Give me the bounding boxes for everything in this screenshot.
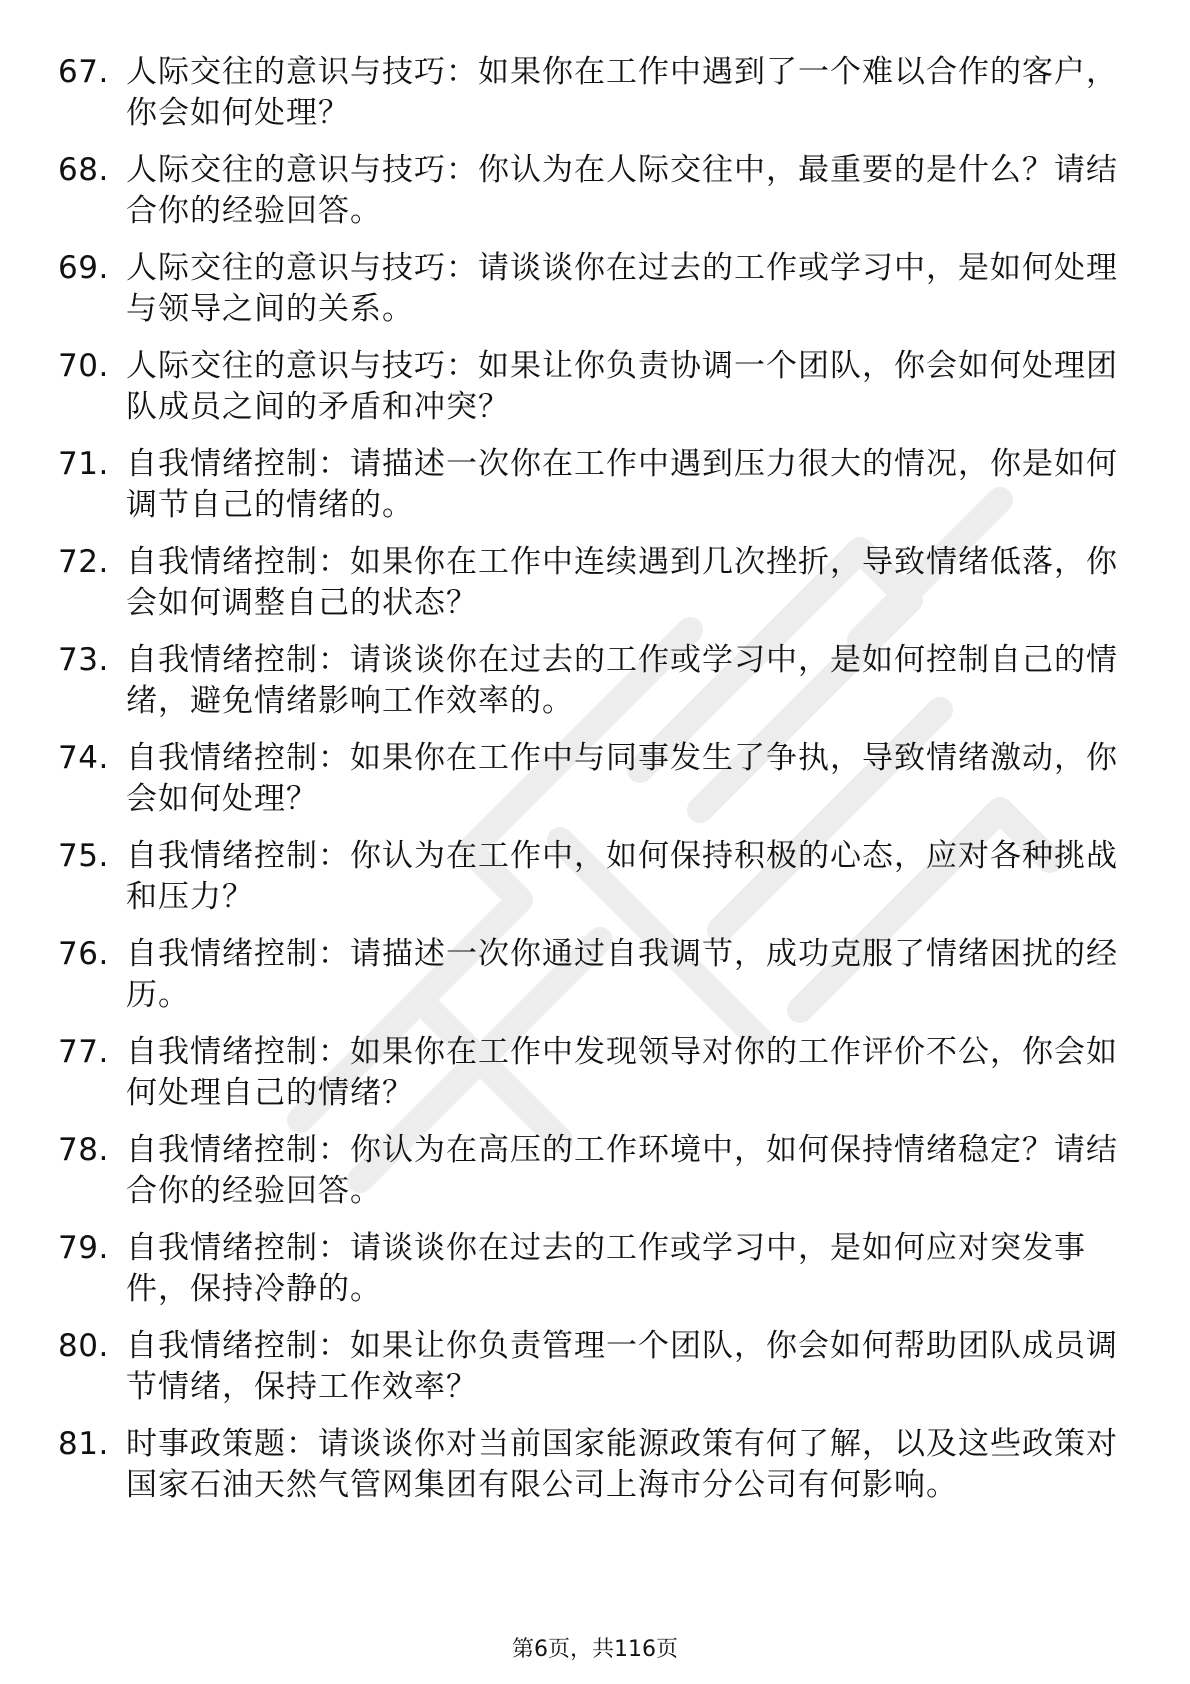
question-item <box>58 1326 1118 1408</box>
question-text: 自我情绪控制：如果让你负责管理一个团队，你会如何帮助团队成员调节情绪，保持工作效率？ <box>126 1328 1118 1405</box>
question-number: 77. <box>58 1034 109 1070</box>
question-text: 自我情绪控制：如果你在工作中发现领导对你的工作评价不公，你会如何处理自己的情绪？ <box>126 1034 1118 1111</box>
question-number: 74. <box>58 740 109 776</box>
question-number: 75. <box>58 838 109 874</box>
question-text: 时事政策题：请谈谈你对当前国家能源政策有何了解，以及这些政策对国家石油天然气管网集团有限公司上海市分公司有何影响。 <box>126 1426 1118 1503</box>
question-list <box>58 52 1118 1522</box>
question-item <box>58 836 1118 918</box>
question-item <box>58 444 1118 526</box>
question-number: 71. <box>58 446 109 482</box>
question-text: 人际交往的意识与技巧：你认为在人际交往中，最重要的是什么？请结合你的经验回答。 <box>126 152 1118 229</box>
question-text: 人际交往的意识与技巧：如果让你负责协调一个团队，你会如何处理团队成员之间的矛盾和冲突？ <box>126 348 1118 425</box>
question-item <box>58 346 1118 428</box>
question-item <box>58 1032 1118 1114</box>
question-text: 自我情绪控制：请描述一次你通过自我调节，成功克服了情绪困扰的经历。 <box>126 936 1118 1013</box>
question-item <box>58 1130 1118 1212</box>
question-text: 自我情绪控制：如果你在工作中连续遇到几次挫折，导致情绪低落，你会如何调整自己的状态？ <box>126 544 1118 621</box>
page-number-footer: 第6页，共116页 <box>512 1637 678 1662</box>
question-number: 68. <box>58 152 109 188</box>
question-number: 69. <box>58 250 109 286</box>
question-text: 自我情绪控制：请描述一次你在工作中遇到压力很大的情况，你是如何调节自己的情绪的。 <box>126 446 1118 523</box>
question-text: 自我情绪控制：你认为在高压的工作环境中，如何保持情绪稳定？请结合你的经验回答。 <box>126 1132 1118 1209</box>
question-item <box>58 934 1118 1016</box>
question-text: 人际交往的意识与技巧：如果你在工作中遇到了一个难以合作的客户，你会如何处理？ <box>126 54 1118 131</box>
question-text: 自我情绪控制：如果你在工作中与同事发生了争执，导致情绪激动，你会如何处理？ <box>126 740 1118 817</box>
question-number: 79. <box>58 1230 109 1266</box>
question-number: 70. <box>58 348 109 384</box>
question-text: 自我情绪控制：你认为在工作中，如何保持积极的心态，应对各种挑战和压力？ <box>126 838 1118 915</box>
question-item <box>58 52 1118 134</box>
question-item <box>58 248 1118 330</box>
question-text: 自我情绪控制：请谈谈你在过去的工作或学习中，是如何应对突发事件，保持冷静的。 <box>126 1230 1086 1307</box>
question-item <box>58 640 1118 722</box>
question-number: 81. <box>58 1426 109 1462</box>
question-number: 76. <box>58 936 109 972</box>
question-item <box>58 1424 1118 1506</box>
question-number: 80. <box>58 1328 109 1364</box>
question-number: 73. <box>58 642 109 678</box>
question-text: 自我情绪控制：请谈谈你在过去的工作或学习中，是如何控制自己的情绪，避免情绪影响工作效率的。 <box>126 642 1118 719</box>
question-item <box>58 150 1118 232</box>
question-item <box>58 738 1118 820</box>
question-number: 78. <box>58 1132 109 1168</box>
question-item <box>58 1228 1118 1310</box>
question-text: 人际交往的意识与技巧：请谈谈你在过去的工作或学习中，是如何处理与领导之间的关系。 <box>126 250 1118 327</box>
question-item <box>58 542 1118 624</box>
question-number: 67. <box>58 54 109 90</box>
question-number: 72. <box>58 544 109 580</box>
